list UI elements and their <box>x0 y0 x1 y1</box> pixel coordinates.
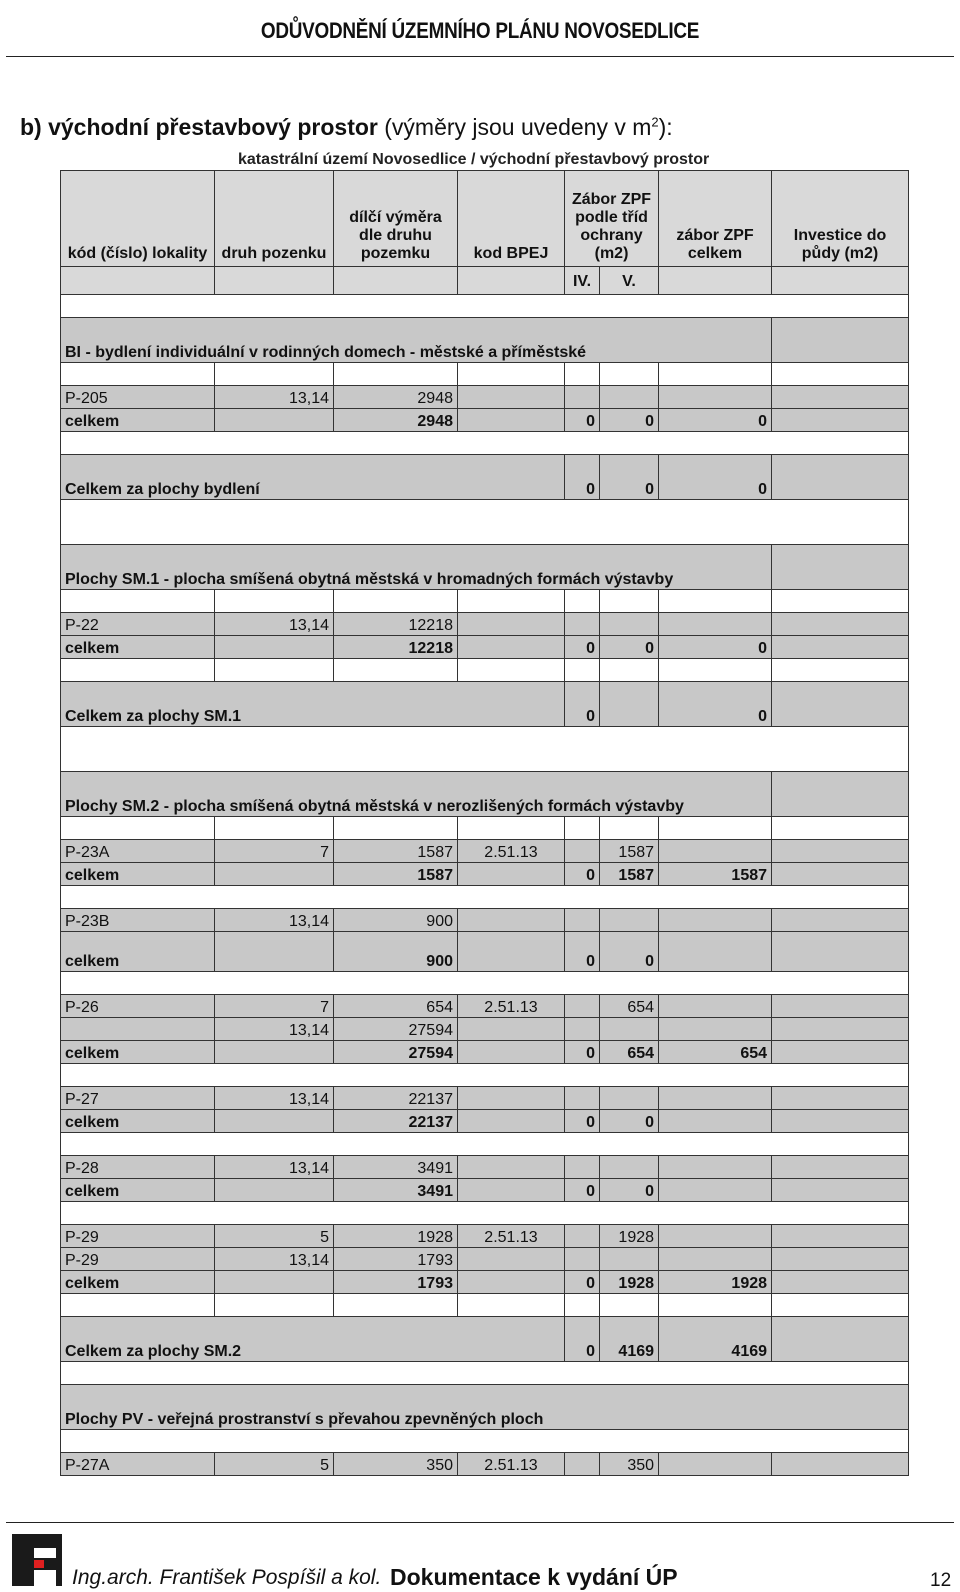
col-zabor-celkem: zábor ZPF celkem <box>659 171 772 267</box>
cell-kod: celkem <box>61 1179 215 1202</box>
cell-iv: 0 <box>565 682 600 727</box>
cell-v: 654 <box>600 995 659 1018</box>
cell-druh: 7 <box>215 995 334 1018</box>
cell-druh: 13,14 <box>215 1018 334 1041</box>
group-row-pv <box>61 1385 909 1430</box>
cell-bpej: 2.51.13 <box>458 840 565 863</box>
cell-v: 0 <box>600 455 659 500</box>
cell-vymera: 27594 <box>334 1041 458 1064</box>
spacer-row <box>61 432 909 455</box>
section-title-rest: (výměry jsou uvedeny v m <box>384 114 652 140</box>
cell-kod: celkem <box>61 932 215 972</box>
cell-kod: P-27A <box>61 1453 215 1476</box>
group-label: Plochy PV - veřejná prostranství s převahou zpevněných ploch <box>61 1385 909 1430</box>
col-dilci: dílčí výměra dle druhu pozemku <box>334 171 458 267</box>
cell-vymera: 3491 <box>334 1179 458 1202</box>
cell-v: 350 <box>600 1453 659 1476</box>
cell-vymera: 3491 <box>334 1156 458 1179</box>
cell-vymera: 12218 <box>334 636 458 659</box>
cell-kod: P-27 <box>61 1087 215 1110</box>
table-row <box>61 1248 909 1271</box>
table-row <box>61 386 909 409</box>
cell-celkem: 0 <box>659 682 772 727</box>
col-investice: Investice do půdy (m2) <box>772 171 909 267</box>
cell-kod: celkem <box>61 863 215 886</box>
company-logo-icon <box>12 1534 62 1586</box>
spacer-row <box>61 500 909 545</box>
page-number: 12 <box>930 1570 952 1591</box>
col-druh: druh pozenku <box>215 171 334 267</box>
spacer-row <box>61 1064 909 1087</box>
group-label: Plochy SM.2 - plocha smíšená obytná městská v nerozlišených formách výstavby <box>61 772 772 817</box>
cell-celkem: 1587 <box>659 863 772 886</box>
col-bpej: kod BPEJ <box>458 171 565 267</box>
col-iv: IV. <box>565 267 600 295</box>
col-v: V. <box>600 267 659 295</box>
cell-kod: celkem <box>61 1110 215 1133</box>
table-row-total <box>61 1110 909 1133</box>
page-header-title: ODŮVODNĚNÍ ÚZEMNÍHO PLÁNU NOVOSEDLICE <box>260 18 700 43</box>
group-total-label: Celkem za plochy bydlení <box>61 455 565 500</box>
cell-kod: P-26 <box>61 995 215 1018</box>
cell-druh: 13,14 <box>215 1087 334 1110</box>
cell-iv: 0 <box>565 1041 600 1064</box>
table-row <box>61 909 909 932</box>
cell-kod: celkem <box>61 636 215 659</box>
table-row-total <box>61 863 909 886</box>
cell-vymera: 654 <box>334 995 458 1018</box>
spacer-row <box>61 363 909 386</box>
cell-iv: 0 <box>565 1179 600 1202</box>
cell-kod: celkem <box>61 1271 215 1294</box>
cell-bpej: 2.51.13 <box>458 1453 565 1476</box>
cell-v: 654 <box>600 1041 659 1064</box>
cell-kod: P-28 <box>61 1156 215 1179</box>
col-kod: kód (číslo) lokality <box>61 171 215 267</box>
header-divider <box>6 56 954 57</box>
cell-vymera: 2948 <box>334 386 458 409</box>
table-row <box>61 613 909 636</box>
table-row <box>61 1018 909 1041</box>
cell-druh: 13,14 <box>215 1248 334 1271</box>
cell-iv: 0 <box>565 932 600 972</box>
cell-iv: 0 <box>565 1271 600 1294</box>
cell-vymera: 350 <box>334 1453 458 1476</box>
section-title-bold: b) východní přestavbový prostor <box>20 114 378 140</box>
land-table <box>60 170 909 1476</box>
group-label: BI - bydlení individuální v rodinných domech - městské a příměstské <box>61 318 772 363</box>
table-row <box>61 995 909 1018</box>
cell-celkem: 0 <box>659 455 772 500</box>
cell-kod: celkem <box>61 1041 215 1064</box>
cell-kod: P-23B <box>61 909 215 932</box>
cell-v: 1587 <box>600 863 659 886</box>
cell-v: 1587 <box>600 840 659 863</box>
cell-v: 0 <box>600 932 659 972</box>
spacer-row <box>61 1133 909 1156</box>
spacer-row <box>61 972 909 995</box>
spacer-row <box>61 295 909 318</box>
spacer-row <box>61 1430 909 1453</box>
table-row <box>61 1225 909 1248</box>
cell-v: 0 <box>600 636 659 659</box>
cell-iv: 0 <box>565 409 600 432</box>
footer-author: Ing.arch. František Pospíšil a kol. <box>72 1566 382 1589</box>
cell-vymera: 1793 <box>334 1248 458 1271</box>
table-row <box>61 1453 909 1476</box>
cell-celkem: 0 <box>659 409 772 432</box>
cell-vymera: 2948 <box>334 409 458 432</box>
cell-vymera: 900 <box>334 932 458 972</box>
footer-divider <box>6 1522 954 1523</box>
group-total-bi <box>61 455 909 500</box>
cell-vymera: 900 <box>334 909 458 932</box>
cell-celkem: 0 <box>659 636 772 659</box>
table-row <box>61 1156 909 1179</box>
cell-v: 0 <box>600 409 659 432</box>
cell-druh: 13,14 <box>215 1156 334 1179</box>
spacer-row <box>61 590 909 613</box>
cell-vymera: 22137 <box>334 1110 458 1133</box>
cell-v: 0 <box>600 1110 659 1133</box>
table-subheader-row <box>61 267 909 295</box>
section-title-end: ): <box>658 114 673 140</box>
cell-iv: 0 <box>565 863 600 886</box>
group-row-sm1 <box>61 545 909 590</box>
cell-vymera: 12218 <box>334 613 458 636</box>
cell-kod: P-22 <box>61 613 215 636</box>
group-total-sm1 <box>61 682 909 727</box>
cell-bpej: 2.51.13 <box>458 995 565 1018</box>
cell-vymera: 1928 <box>334 1225 458 1248</box>
cell-kod: P-205 <box>61 386 215 409</box>
cell-kod: P-29 <box>61 1248 215 1271</box>
table-caption: katastrální území Novosedlice / východní přestavbový prostor <box>238 151 710 168</box>
spacer-row <box>61 817 909 840</box>
footer-document: Dokumentace k vydání ÚP <box>390 1564 678 1590</box>
table-row-total <box>61 1179 909 1202</box>
spacer-row <box>61 659 909 682</box>
table-row-total <box>61 636 909 659</box>
cell-celkem: 4169 <box>659 1317 772 1362</box>
group-label: Plochy SM.1 - plocha smíšená obytná městská v hromadných formách výstavby <box>61 545 772 590</box>
cell-druh: 7 <box>215 840 334 863</box>
cell-vymera: 27594 <box>334 1018 458 1041</box>
cell-iv: 0 <box>565 455 600 500</box>
table-row-total <box>61 409 909 432</box>
cell-vymera: 22137 <box>334 1087 458 1110</box>
table-row-total <box>61 932 909 972</box>
cell-vymera: 1587 <box>334 840 458 863</box>
cell-celkem: 654 <box>659 1041 772 1064</box>
group-total-label: Celkem za plochy SM.1 <box>61 682 565 727</box>
cell-celkem: 1928 <box>659 1271 772 1294</box>
group-total-sm2 <box>61 1317 909 1362</box>
cell-v: 1928 <box>600 1271 659 1294</box>
section-title <box>20 114 673 141</box>
group-total-label: Celkem za plochy SM.2 <box>61 1317 565 1362</box>
table-row <box>61 1087 909 1110</box>
cell-v: 4169 <box>600 1317 659 1362</box>
cell-vymera: 1793 <box>334 1271 458 1294</box>
cell-druh: 5 <box>215 1453 334 1476</box>
group-row-sm2 <box>61 772 909 817</box>
cell-kod: celkem <box>61 409 215 432</box>
cell-bpej: 2.51.13 <box>458 1225 565 1248</box>
cell-iv: 0 <box>565 1110 600 1133</box>
table-row-total <box>61 1271 909 1294</box>
group-row-bi <box>61 318 909 363</box>
cell-v: 1928 <box>600 1225 659 1248</box>
cell-druh: 13,14 <box>215 909 334 932</box>
spacer-row <box>61 1362 909 1385</box>
spacer-row <box>61 886 909 909</box>
cell-kod: P-29 <box>61 1225 215 1248</box>
section-title-sup: 2 <box>651 114 659 130</box>
cell-druh: 13,14 <box>215 386 334 409</box>
cell-druh: 5 <box>215 1225 334 1248</box>
cell-druh: 13,14 <box>215 613 334 636</box>
spacer-row <box>61 727 909 772</box>
table-row <box>61 840 909 863</box>
cell-v: 0 <box>600 1179 659 1202</box>
cell-iv: 0 <box>565 636 600 659</box>
col-zabor-trid: Zábor ZPF podle tříd ochrany (m2) <box>565 171 659 267</box>
cell-iv: 0 <box>565 1317 600 1362</box>
cell-kod: P-23A <box>61 840 215 863</box>
spacer-row <box>61 1294 909 1317</box>
table-header-row <box>61 171 909 267</box>
cell-vymera: 1587 <box>334 863 458 886</box>
table-row-total <box>61 1041 909 1064</box>
spacer-row <box>61 1202 909 1225</box>
